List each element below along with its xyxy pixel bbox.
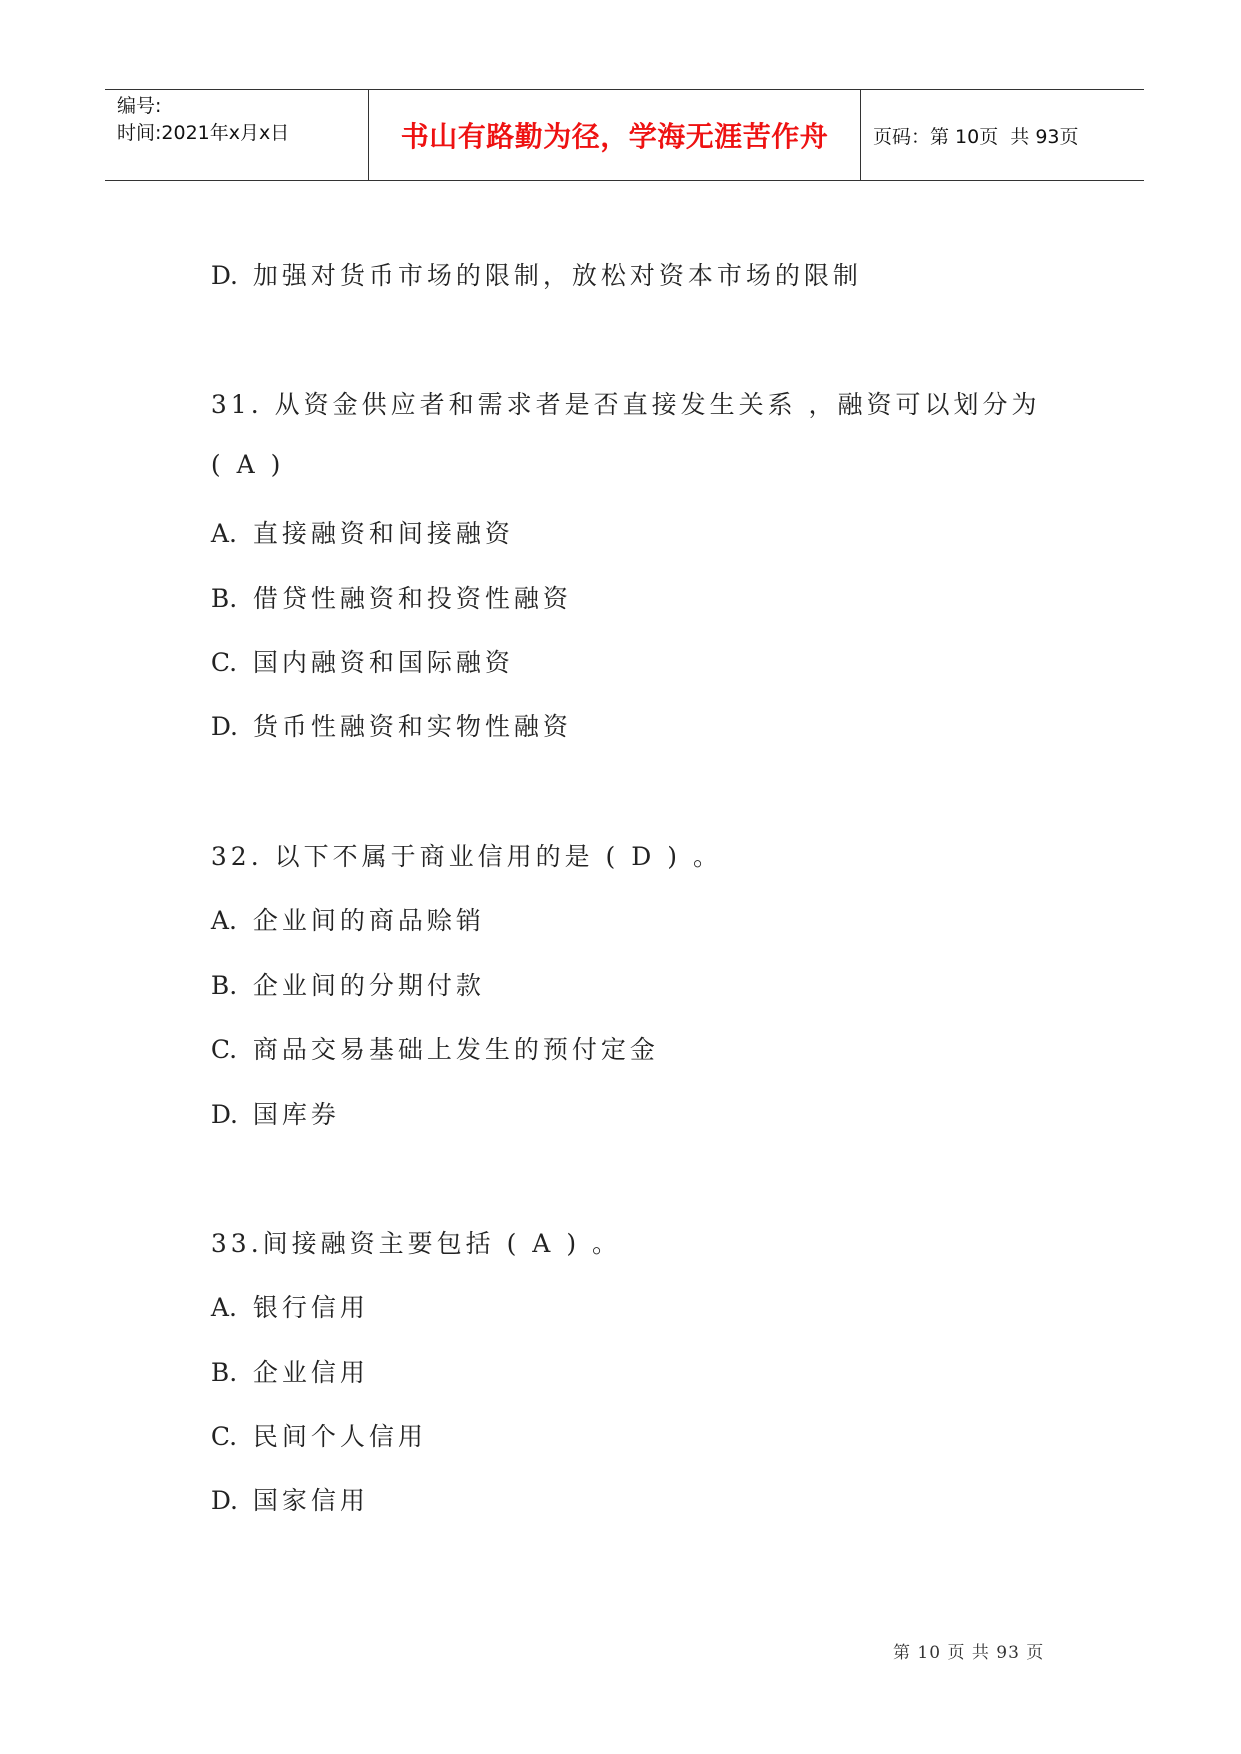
question-31-stem [187,356,1041,421]
option-label: C. [210,1035,238,1064]
option-line [187,227,862,292]
option-line [187,678,572,743]
page-footer: 第 10 页 共 93 页 [893,1643,1045,1663]
question-33-stem [187,1195,621,1260]
option-label: A. [210,1293,237,1322]
option-text: 企业间的分期付款 [252,971,485,1000]
option-label: C. [210,648,238,677]
question-text: 31. 从资金供应者和需求者是否直接发生关系 ，融资可以划分为 [210,390,1041,419]
header-page-code: 页码：第 10页 共 93页 [873,125,1079,148]
page-header [105,89,1144,181]
option-line [187,1066,340,1131]
option-line [187,1388,427,1453]
option-label: D. [210,1100,239,1129]
option-label: A. [210,906,237,935]
header-meta [105,90,369,180]
option-text: 国家信用 [252,1486,369,1515]
question-31-answer [187,421,284,479]
option-label: B. [210,584,238,613]
document-number-label: 编号: [117,95,162,117]
option-label: D. [210,1486,239,1515]
option-line [187,1324,369,1389]
option-line [187,485,514,550]
header-motto: 书山有路勤为径，学海无涯苦作舟 [369,90,861,180]
option-label: D. [210,712,239,741]
option-text: 企业信用 [252,1358,369,1387]
document-time-label: 时间:2021年x月x日 [117,122,290,144]
option-label: C. [210,1422,238,1451]
option-label: B. [210,971,238,1000]
option-label: B. [210,1358,238,1387]
option-label: D. [210,261,239,290]
option-text: 借贷性融资和投资性融资 [252,584,572,613]
option-text: 商品交易基础上发生的预付定金 [252,1035,659,1064]
option-line [187,1452,369,1517]
option-line [187,550,572,615]
question-answer-text: ( A ) [210,450,285,479]
option-line [187,872,485,937]
option-text: 直接融资和间接融资 [252,519,514,548]
option-line [187,1001,659,1066]
option-text: 加强对货币市场的限制，放松对资本市场的限制 [252,261,862,290]
option-line [187,1259,369,1324]
option-label: A. [210,519,237,548]
option-text: 货币性融资和实物性融资 [252,712,572,741]
question-text: 33.间接融资主要包括 ( A ) 。 [210,1229,622,1258]
option-text: 企业间的商品赊销 [252,906,485,935]
option-text: 国库券 [252,1100,340,1129]
question-text: 32. 以下不属于商业信用的是 ( D ) 。 [210,842,722,871]
question-32-stem [187,808,722,873]
option-line [187,614,514,679]
option-text: 国内融资和国际融资 [252,648,514,677]
option-line [187,937,485,1002]
option-text: 民间个人信用 [252,1422,427,1451]
option-text: 银行信用 [252,1293,369,1322]
